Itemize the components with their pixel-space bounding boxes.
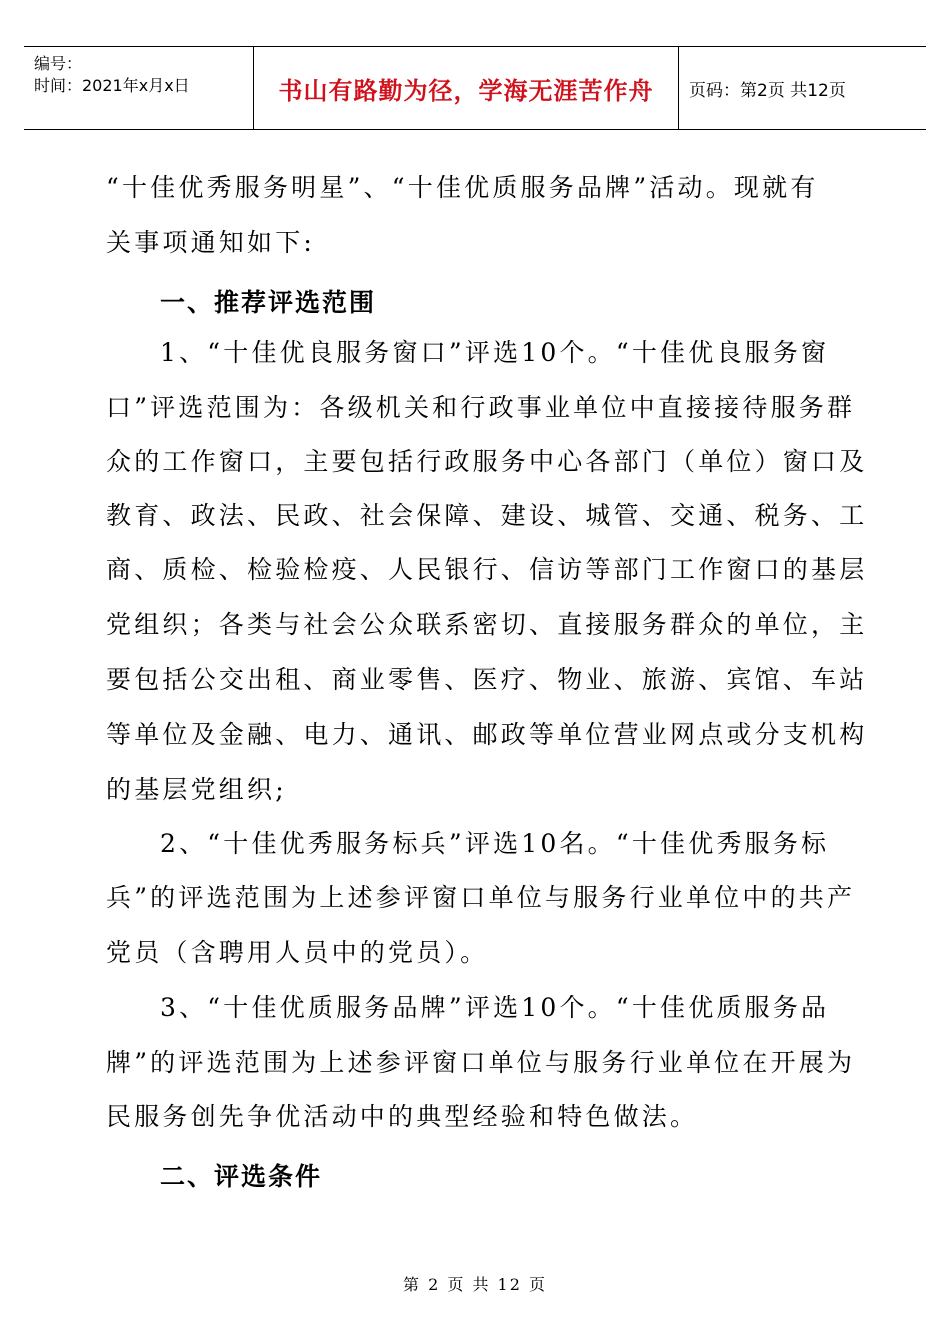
paragraph-line: 教育、政法、民政、社会保障、建设、城管、交通、税务、工 — [106, 501, 868, 530]
header-meta — [24, 47, 254, 129]
header-motto: 书山有路勤为径，学海无涯苦作舟 — [278, 76, 654, 105]
paragraph-line: 兵”的评选范围为上述参评窗口单位与服务行业单位中的共产 — [106, 883, 856, 912]
section-heading-1: 一、推荐评选范围 — [160, 288, 377, 317]
paragraph-line: 2、“十佳优秀服务标兵”评选10名。“十佳优秀服务标 — [160, 829, 830, 858]
header-page-info: 页码：第2页 共12页 — [689, 80, 846, 101]
paragraph-line: 的基层党组织; — [106, 775, 287, 804]
paragraph-line: 党员（含聘用人员中的党员）。 — [106, 938, 489, 967]
paragraph-line: 1、“十佳优良服务窗口”评选10个。“十佳优良服务窗 — [160, 338, 830, 367]
paragraph-line: 民服务创先争优活动中的典型经验和特色做法。 — [106, 1102, 699, 1131]
paragraph-line: 3、“十佳优质服务品牌”评选10个。“十佳优质服务品 — [160, 993, 830, 1022]
paragraph-line: 口”评选范围为：各级机关和行政事业单位中直接接待服务群 — [106, 393, 856, 422]
page-footer: 第 2 页 共 12 页 — [403, 1275, 547, 1294]
paragraph-line: 商、质检、检验检疫、人民银行、信访等部门工作窗口的基层 — [106, 555, 868, 584]
section-heading-2: 二、评选条件 — [160, 1162, 323, 1191]
paragraph-line: 众的工作窗口，主要包括行政服务中心各部门（单位）窗口及 — [106, 447, 868, 476]
paragraph-line: 等单位及金融、电力、通讯、邮政等单位营业网点或分支机构 — [106, 720, 868, 749]
time-label: 时间：2021年x月x日 — [34, 76, 190, 95]
document-header — [24, 46, 926, 130]
paragraph-line: 要包括公交出租、商业零售、医疗、物业、旅游、宾馆、车站 — [106, 665, 868, 694]
paragraph-line: “十佳优秀服务明星”、“十佳优质服务品牌”活动。现就有 — [106, 173, 819, 202]
number-label: 编号： — [34, 54, 83, 73]
paragraph-line: 关事项通知如下: — [106, 228, 316, 257]
paragraph-line: 党组织；各类与社会公众联系密切、直接服务群众的单位，主 — [106, 610, 868, 639]
paragraph-line: 牌”的评选范围为上述参评窗口单位与服务行业单位在开展为 — [106, 1048, 856, 1077]
header-motto-cell — [254, 47, 679, 129]
